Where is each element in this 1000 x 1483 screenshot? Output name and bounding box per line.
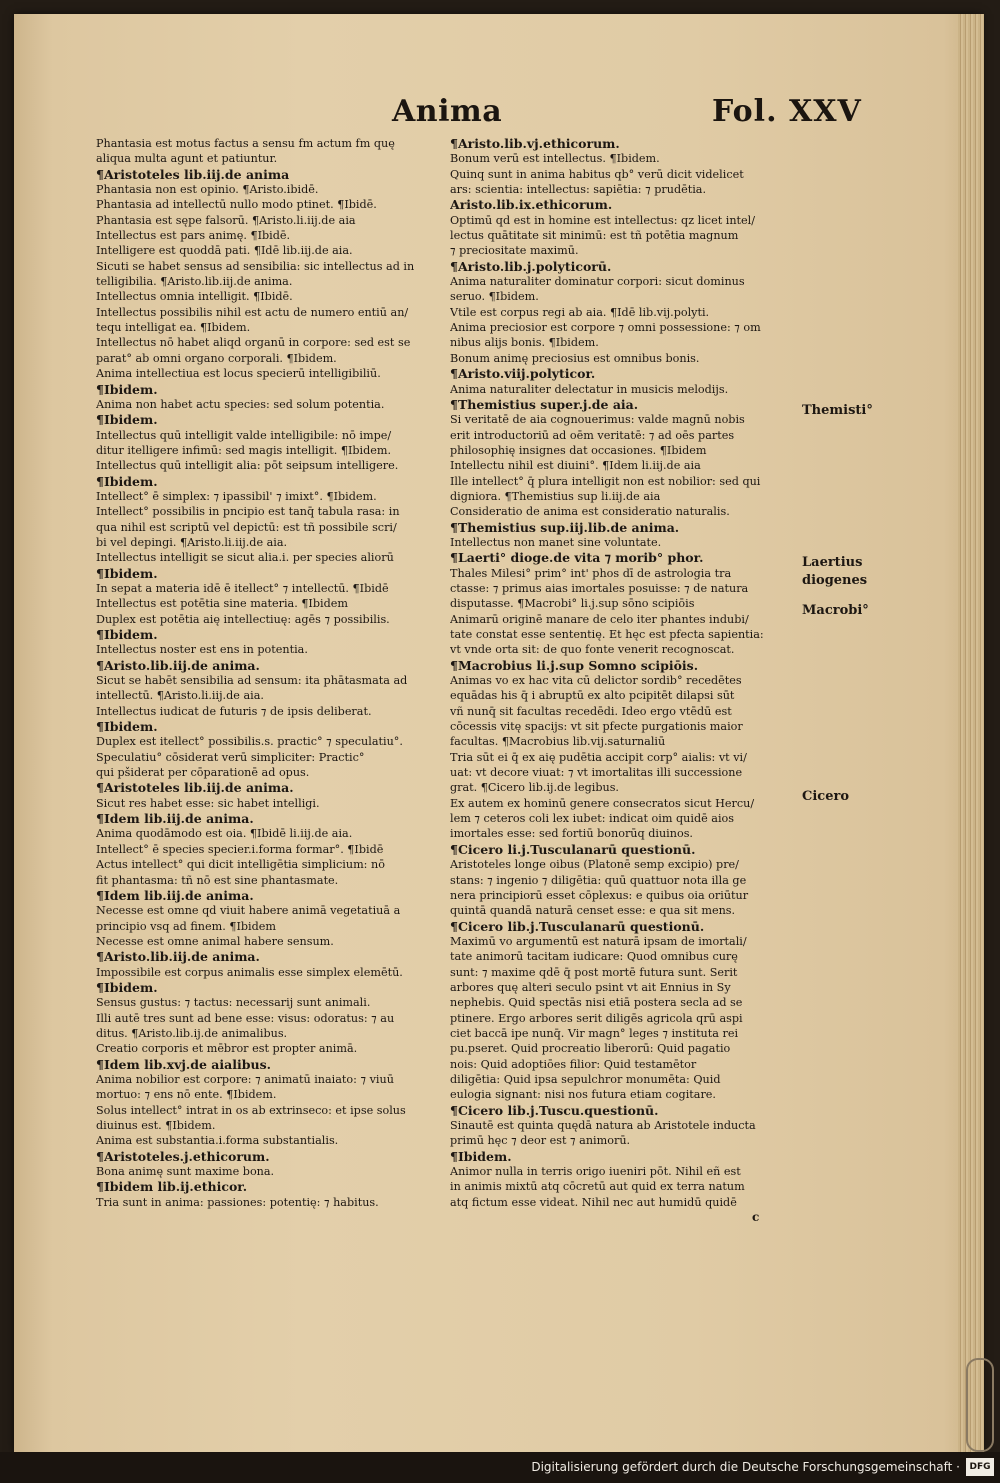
text-line: pu.pseret. Quid procreatio liberorū: Quid pagatio xyxy=(450,1042,731,1056)
text-line: lectus quātitate sit minimū: est tñ potētia magnum xyxy=(450,229,739,243)
citation-heading: ¶Aristo.lib.iij.de anima. xyxy=(96,657,260,673)
text-line: intellectū. ¶Aristo.li.iij.de aia. xyxy=(96,689,264,703)
text-line: vñ nunq̄ sit facultas recedēdi. Ideo ergo vtēdū est xyxy=(450,704,732,718)
page-edge xyxy=(958,14,984,1452)
text-line: quintā quandā naturā censet esse: e qua sit mens. xyxy=(450,904,736,918)
citation-heading: ¶Aristo.viij.polyticor. xyxy=(450,366,596,382)
text-line: Ex autem ex hominū genere consecratos sicut Hercu/ xyxy=(450,796,755,810)
text-line: tate constat esse sententię. Et hęc est pfecta sapientia: xyxy=(450,628,764,641)
text-line: nephebis. Quid spectās nisi etiā postera secla ad se xyxy=(450,996,743,1010)
text-line: parat° ab omni organo corporali. ¶Ibidem. xyxy=(96,351,337,365)
text-line: qua nihil est scriptū vel depictū: est tñ possibile scri/ xyxy=(96,520,397,534)
text-line: atq fictum esse videat. Nihil nec aut humidū quidē xyxy=(450,1195,737,1209)
text-line: grat. ¶Cicero lib.ij.de legibus. xyxy=(450,781,619,795)
text-line: diligētia: Quid ipsa sepulchror monumēta: Quid xyxy=(450,1072,721,1086)
text-line: Anima naturaliter delectatur in musicis melodijs. xyxy=(450,382,729,396)
text-line: aliqua multa agunt et patiuntur. xyxy=(96,152,278,166)
text-line: Sicut res habet esse: sic habet intelligi. xyxy=(96,796,320,810)
text-line: philosophię insignes dat occasiones. ¶Ibidem xyxy=(450,443,707,457)
citation-heading: Aristo.lib.ix.ethicorum. xyxy=(450,197,613,213)
text-line: sunt: ⁊ maxime qdē q̄ post mortē futura sunt. Serit xyxy=(450,965,738,979)
text-line: Ille intellect° q̄ plura intelligit non est nobilior: sed qui xyxy=(450,474,761,488)
text-line: Duplex est itellect° possibilis.s. practic° ⁊ speculatiu°. xyxy=(96,735,403,749)
citation-heading: ¶Aristo.lib.iij.de anima. xyxy=(96,949,260,965)
signature-mark: c xyxy=(752,1210,760,1224)
text-line: facultas. ¶Macrobius lib.vij.saturnaliū xyxy=(450,735,666,749)
citation-heading: ¶Aristoteles.j.ethicorum. xyxy=(96,1148,270,1164)
text-line: Intellectus quū intelligit valde intelligibile: nō impe/ xyxy=(96,428,392,442)
text-line: Intellectus iudicat de futuris ⁊ de ipsis deliberat. xyxy=(96,704,372,718)
running-headword: Anima xyxy=(392,94,503,129)
citation-heading: ¶Themistius super.j.de aia. xyxy=(450,396,639,412)
citation-heading: ¶Idem lib.iij.de anima. xyxy=(96,887,254,903)
text-line: Intellectus non manet sine voluntate. xyxy=(450,535,662,549)
text-line: Tria sunt in anima: passiones: potentię: ⁊ habitus. xyxy=(96,1195,379,1209)
citation-heading: ¶Themistius sup.iij.lib.de anima. xyxy=(450,519,680,535)
text-line: lem ⁊ ceteros coli lex iubet: indicat oim quidē aios xyxy=(450,812,735,826)
text-line: Consideratio de anima est consideratio naturalis. xyxy=(450,505,730,519)
citation-heading: ¶Ibidem. xyxy=(450,1148,512,1164)
text-line: in animis mixtū atq cōcretū aut quid ex terra natum xyxy=(450,1180,745,1194)
text-line: ptinere. Ergo arbores serit diligēs agricola qrū aspi xyxy=(450,1011,743,1025)
text-line: tequ intelligat ea. ¶Ibidem. xyxy=(96,321,251,335)
text-line: erit introductoriū ad oēm veritatē: ⁊ ad oēs partes xyxy=(450,428,735,442)
text-line: ⁊ preciositate maximū. xyxy=(450,244,579,258)
citation-heading: ¶Ibidem lib.ij.ethicor. xyxy=(96,1179,248,1195)
text-line: Sicut se habēt sensibilia ad sensum: ita phātasmata ad xyxy=(96,674,408,688)
text-line: Phantasia ad intellectū nullo modo ptinet. ¶Ibidē. xyxy=(96,198,377,212)
citation-heading: ¶Ibidem. xyxy=(96,473,158,489)
footer-credit: Digitalisierung gefördert durch die Deutsche Forschungsgemeinschaft · xyxy=(531,1460,960,1474)
text-line: telligibilia. ¶Aristo.lib.iij.de anima. xyxy=(96,275,293,289)
margin-note: Themisti° xyxy=(802,403,873,418)
text-line: Phantasia est sępe falsorū. ¶Aristo.li.iij.de aia xyxy=(96,213,356,227)
text-line: Quinq sunt in anima habitus qb° verū dicit videlicet xyxy=(450,167,744,181)
text-line: Necesse est omne animal habere sensum. xyxy=(96,934,334,948)
margin-note: Laertius xyxy=(802,555,863,570)
left-text-column xyxy=(96,136,442,1210)
text-line: Intellectus est pars animę. ¶Ibidē. xyxy=(96,229,291,243)
text-line: Anima nobilior est corpore: ⁊ animatū inaiato: ⁊ viuū xyxy=(96,1072,394,1086)
text-line: diuinus est. ¶Ibidem. xyxy=(96,1119,216,1132)
text-line: seruo. ¶Ibidem. xyxy=(450,290,539,304)
text-line: Bona animę sunt maxime bona. xyxy=(96,1165,275,1179)
text-line: nera principiorū esset cōplexus: e quibus oia oriūtur xyxy=(450,888,749,902)
text-line: uat: vt decore viuat: ⁊ vt imortalitas illi successione xyxy=(450,766,743,780)
text-line: Intellect° possibilis in pncipio est tanq̄ tabula rasa: in xyxy=(96,505,400,519)
text-line: Intellectu nihil est diuini°. ¶Idem li.iij.de aia xyxy=(450,459,701,473)
folio-number: Fol. XXV xyxy=(712,94,862,129)
citation-heading: ¶Cicero lib.j.Tuscu.questionū. xyxy=(450,1102,659,1118)
citation-heading: ¶Aristoteles lib.iij.de anima xyxy=(96,166,290,182)
text-line: Sensus gustus: ⁊ tactus: necessarij sunt animali. xyxy=(96,996,371,1010)
text-line: Intellect° ē simplex: ⁊ ipassibil' ⁊ imixt°. ¶Ibidem. xyxy=(96,489,377,503)
text-line: Intellectus intelligit se sicut alia.i. per species aliorū xyxy=(96,551,394,565)
text-line: bi vel depingi. ¶Aristo.li.iij.de aia. xyxy=(96,535,288,549)
citation-heading: ¶Ibidem. xyxy=(96,719,158,735)
text-line: eulogia signant: nisi nos futura etiam cogitare. xyxy=(450,1088,716,1102)
text-line: Duplex est potētia aię intellectiuę: agēs ⁊ possibilis. xyxy=(96,612,390,626)
text-line: Aristoteles longe oibus (Platonē semp excipio) pre/ xyxy=(450,858,739,872)
citation-heading: ¶Aristoteles lib.iij.de anima. xyxy=(96,780,294,796)
citation-heading: ¶Cicero lib.j.Tusculanarū questionū. xyxy=(450,918,705,934)
citation-heading: ¶Ibidem. xyxy=(96,412,158,428)
text-line: Bonum animę preciosius est omnibus bonis. xyxy=(450,351,700,365)
citation-heading: ¶Laerti° dioge.de vita ⁊ morib° phor. xyxy=(450,550,704,566)
text-line: Optimū qd est in homine est intellectus: qz licet intel/ xyxy=(450,213,755,227)
text-line: In sepat a materia idē ē itellect° ⁊ intellectū. ¶Ibidē xyxy=(96,581,389,595)
text-line: Phantasia est motus factus a sensu fm actum fm quę xyxy=(96,137,395,150)
text-line: Speculatiu° cōsiderat verū simpliciter: Practic° xyxy=(96,750,365,764)
text-line: Anima est substantia.i.forma substantialis. xyxy=(96,1134,339,1148)
text-line: Intelligere est quoddā pati. ¶Idē lib.iij.de aia. xyxy=(96,244,353,258)
text-line: Si veritatē de aia cognouerimus: valde magnū nobis xyxy=(450,413,745,427)
citation-heading: ¶Idem lib.iij.de anima. xyxy=(96,811,254,827)
margin-note: Cicero xyxy=(802,789,849,804)
text-line: Anima quodāmodo est oia. ¶Ibidē li.iij.de aia. xyxy=(96,827,353,841)
text-line: Intellectus quū intelligit alia: pōt seipsum intelligere. xyxy=(96,459,399,473)
text-line: equādas his q̄ i abruptū ex alto pcipitēt dilapsi sūt xyxy=(450,689,735,703)
citation-heading: ¶Aristo.lib.j.polyticorū. xyxy=(450,258,612,274)
text-line: Anima preciosior est corpore ⁊ omni possessione: ⁊ om xyxy=(450,321,761,335)
text-line: ditus. ¶Aristo.lib.ij.de animalibus. xyxy=(96,1026,288,1040)
clip-outline xyxy=(966,1358,994,1452)
text-line: Sinautē est quinta quędā natura ab Aristotele inducta xyxy=(450,1119,756,1132)
text-line: Anima intellectiua est locus specierū intelligibiliū. xyxy=(96,367,381,381)
text-line: Animor nulla in terris origo iueniri pōt. Nihil eñ est xyxy=(450,1165,741,1179)
text-line: stans: ⁊ ingenio ⁊ diligētia: quū quattuor nota illa ge xyxy=(450,873,747,887)
text-line: Impossibile est corpus animalis esse simplex elemētū. xyxy=(96,965,403,979)
text-line: Illi autē tres sunt ad bene esse: visus: odoratus: ⁊ au xyxy=(96,1011,395,1025)
text-line: digniora. ¶Themistius sup li.iij.de aia xyxy=(450,489,661,503)
text-line: Tria sūt ei q̄ ex aię pudētia accipit corp° aialis: vt vi/ xyxy=(450,750,747,764)
citation-heading: ¶Ibidem. xyxy=(96,381,158,397)
dfg-logo: DFG xyxy=(966,1458,994,1476)
text-line: Animas vo ex hac vita cū delictor sordib° recedētes xyxy=(450,674,742,688)
text-line: fit phantasma: tñ nō est sine phantasmate. xyxy=(96,873,339,887)
margin-note: Macrobi° xyxy=(802,603,869,618)
footer-bar xyxy=(0,1452,1000,1483)
citation-heading: ¶Idem lib.xvj.de aialibus. xyxy=(96,1056,271,1072)
text-line: disputasse. ¶Macrobi° li.j.sup sōno scipiōis xyxy=(450,597,695,611)
text-line: nibus alijs bonis. ¶Ibidem. xyxy=(450,336,599,350)
text-line: tate animorū tacitam iudicare: Quod omnibus curę xyxy=(450,950,738,964)
text-line: Solus intellect° intrat in os ab extrinseco: et ipse solus xyxy=(96,1103,406,1117)
text-line: Phantasia non est opinio. ¶Aristo.ibidē. xyxy=(96,183,319,197)
text-line: nois: Quid adoptiōes filior: Quid testamētor xyxy=(450,1057,697,1071)
text-line: Intellectus est potētia sine materia. ¶Ibidem xyxy=(96,597,348,611)
text-line: arbores quę alteri seculo psint vt ait Ennius in Sy xyxy=(450,980,731,994)
text-line: Animarū originē manare de celo iter phantes indubi/ xyxy=(450,612,749,626)
citation-heading: ¶Ibidem. xyxy=(96,565,158,581)
text-line: Anima naturaliter dominatur corpori: sicut dominus xyxy=(450,275,745,289)
text-line: mortuo: ⁊ ens nō ente. ¶Ibidem. xyxy=(96,1088,277,1102)
citation-heading: ¶Aristo.lib.vj.ethicorum. xyxy=(450,136,620,151)
text-line: Vtile est corpus regi ab aia. ¶Idē lib.vij.polyti. xyxy=(450,305,710,319)
text-line: Intellectus noster est ens in potentia. xyxy=(96,643,308,657)
text-line: Intellect° ē species specier.i.forma formar°. ¶Ibidē xyxy=(96,842,384,856)
text-line: Thales Milesi° prim° int' phos dī de astrologia tra xyxy=(450,566,732,580)
citation-heading: ¶Cicero li.j.Tusculanarū questionū. xyxy=(450,841,696,857)
citation-heading: ¶Ibidem. xyxy=(96,627,158,642)
text-line: Bonum verū est intellectus. ¶Ibidem. xyxy=(450,152,660,166)
citation-heading: ¶Macrobius li.j.sup Somno scipiōis. xyxy=(450,657,699,673)
text-line: Actus intellect° qui dicit intelligētia simplicium: nō xyxy=(96,858,385,872)
text-line: Sicuti se habet sensus ad sensibilia: sic intellectus ad in xyxy=(96,259,415,273)
text-line: ars: scientia: intellectus: sapiētia: ⁊ prudētia. xyxy=(450,183,707,197)
text-line: cōcessis vitę spacijs: vt sit pfecte purgationis maior xyxy=(450,720,743,734)
citation-heading: ¶Ibidem. xyxy=(96,979,158,995)
text-line: qui pšiderat per cōparationē ad opus. xyxy=(96,766,310,780)
text-line: vt vnde orta sit: de quo fonte venerit recognoscat. xyxy=(450,643,735,657)
text-line: Maximū vo argumentū est naturā ipsam de imortali/ xyxy=(450,934,747,948)
text-line: ditur itelligere infimū: sed magis intelligit. ¶Ibidem. xyxy=(96,443,392,457)
text-line: ciet baccā ipe nunq̄. Vir magn° leges ⁊ instituta rei xyxy=(450,1026,739,1040)
margin-note: diogenes xyxy=(802,573,868,588)
text-line: Intellectus possibilis nihil est actu de numero entiū an/ xyxy=(96,305,409,319)
text-line: primū hęc ⁊ deor est ⁊ animorū. xyxy=(450,1134,631,1148)
text-line: ctasse: ⁊ primus aias imortales posuisse: ⁊ de natura xyxy=(450,581,749,595)
text-line: imortales esse: sed fortiū bonorūq diuinos. xyxy=(450,827,693,841)
text-line: Creatio corporis et mēbror est propter animā. xyxy=(96,1042,358,1056)
text-line: principio vsq ad finem. ¶Ibidem xyxy=(96,919,277,933)
text-line: Intellectus nō habet aliqd organū in corpore: sed est se xyxy=(96,336,411,350)
text-line: Anima non habet actu species: sed solum potentia. xyxy=(96,397,385,411)
text-line: Necesse est omne qd viuit habere animā vegetatiuā a xyxy=(96,904,401,918)
right-text-column xyxy=(450,136,800,1210)
text-line: Intellectus omnia intelligit. ¶Ibidē. xyxy=(96,290,293,304)
